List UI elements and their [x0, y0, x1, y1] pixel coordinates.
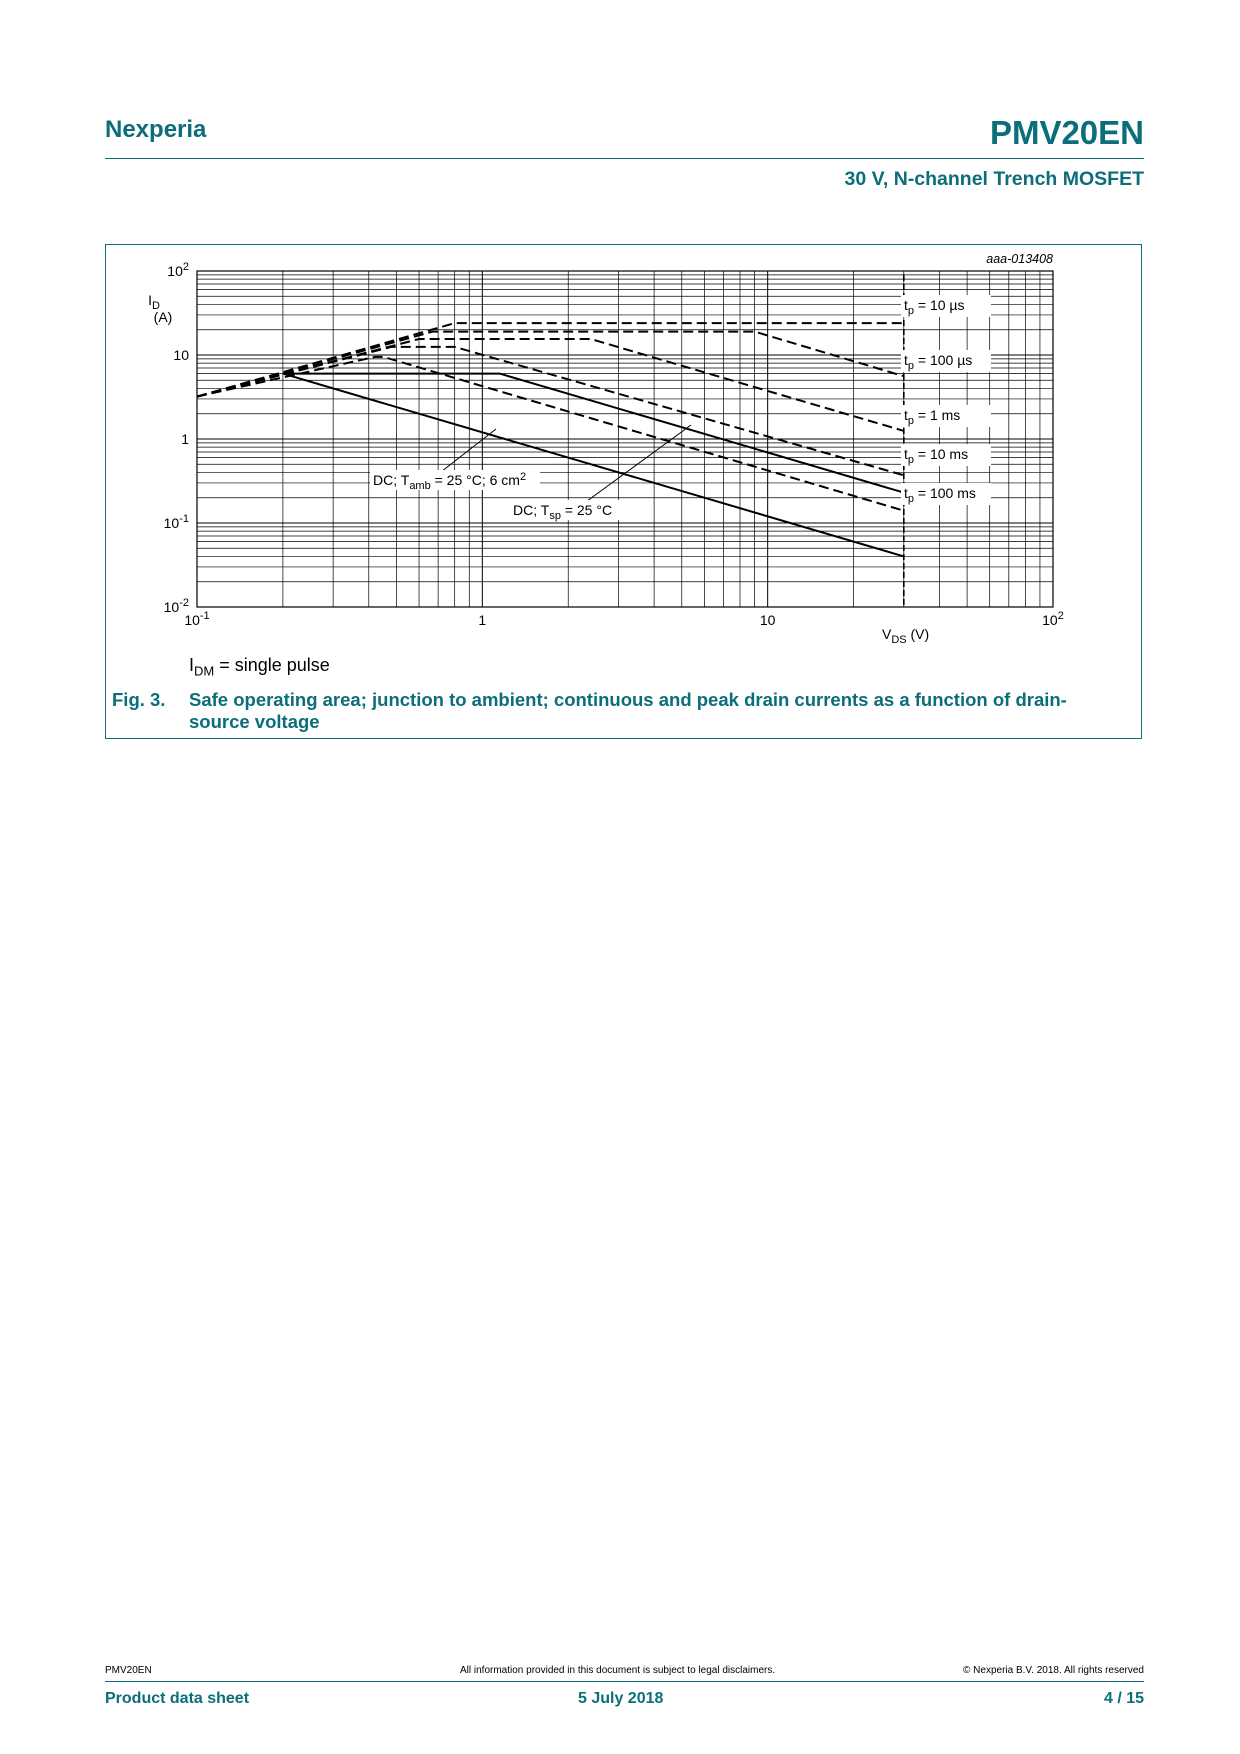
brand-name: Nexperia [105, 116, 207, 143]
series-line-0 [197, 323, 904, 397]
y-tick-label: 10 [173, 347, 189, 363]
footer-rule [105, 1681, 1144, 1682]
product-title: PMV20EN [989, 114, 1144, 151]
series-label-0: $t_p = 10$ µs [904, 297, 965, 317]
y-tick-label: 1 [181, 431, 189, 447]
x-axis-label: $V_{DS}$ (V) [882, 626, 930, 645]
chart-grid [197, 271, 1053, 607]
x-tick-label: $10^{-1}$ [184, 610, 210, 628]
y-axis-label: $I_D$ [148, 292, 160, 312]
series-line-1 [197, 332, 904, 397]
chart-curves [197, 275, 904, 607]
series-label-3: $t_p = 10$ ms [904, 446, 969, 466]
figure-id: aaa-013408 [986, 252, 1053, 266]
footer-doc-id: PMV20EN [105, 1665, 152, 1676]
footer-date: 5 July 2018 [578, 1690, 664, 1707]
series-label-5: DC; $T_{sp} = 25$ °C [513, 502, 613, 522]
soa-chart [106, 245, 1141, 645]
footer-page: 4 / 15 [1103, 1690, 1144, 1707]
series-label-4: $t_p = 100$ ms [904, 485, 976, 505]
y-tick-label: $10^2$ [167, 261, 189, 279]
single-pulse-note: $I_{DM}$ = single pulse [189, 655, 330, 679]
x-tick-label: $10^2$ [1042, 610, 1064, 628]
figure-number: Fig. 3. [112, 689, 166, 710]
chart-labels [148, 252, 1064, 645]
x-tick-label: 1 [478, 612, 487, 628]
figure-caption: Safe operating area; junction to ambient; continuous and peak drain currents as a function of drain-source voltage [189, 689, 1067, 732]
x-tick-label: 10 [759, 612, 776, 628]
footer-doc-type: Product data sheet [105, 1690, 250, 1707]
y-tick-label: $10^{-2}$ [163, 597, 189, 615]
series-line-2 [197, 339, 904, 431]
header-rule [105, 158, 1144, 159]
footer-disclaimer: All information provided in this document is subject to legal disclaimers. [460, 1665, 776, 1676]
figure-box [105, 244, 1142, 739]
series-label-6: DC; $T_{amb} = 25$ °C; 6 $cm^2$ [373, 471, 527, 492]
y-axis-unit: (A) [153, 309, 173, 325]
series-label-1: $t_p = 100$ µs [904, 352, 973, 372]
y-tick-label: $10^{-1}$ [163, 513, 189, 531]
product-subtitle: 30 V, N-channel Trench MOSFET [844, 168, 1144, 190]
series-label-2: $t_p = 1$ ms [904, 407, 961, 427]
footer-copyright: © Nexperia B.V. 2018. All rights reserved [963, 1665, 1144, 1676]
